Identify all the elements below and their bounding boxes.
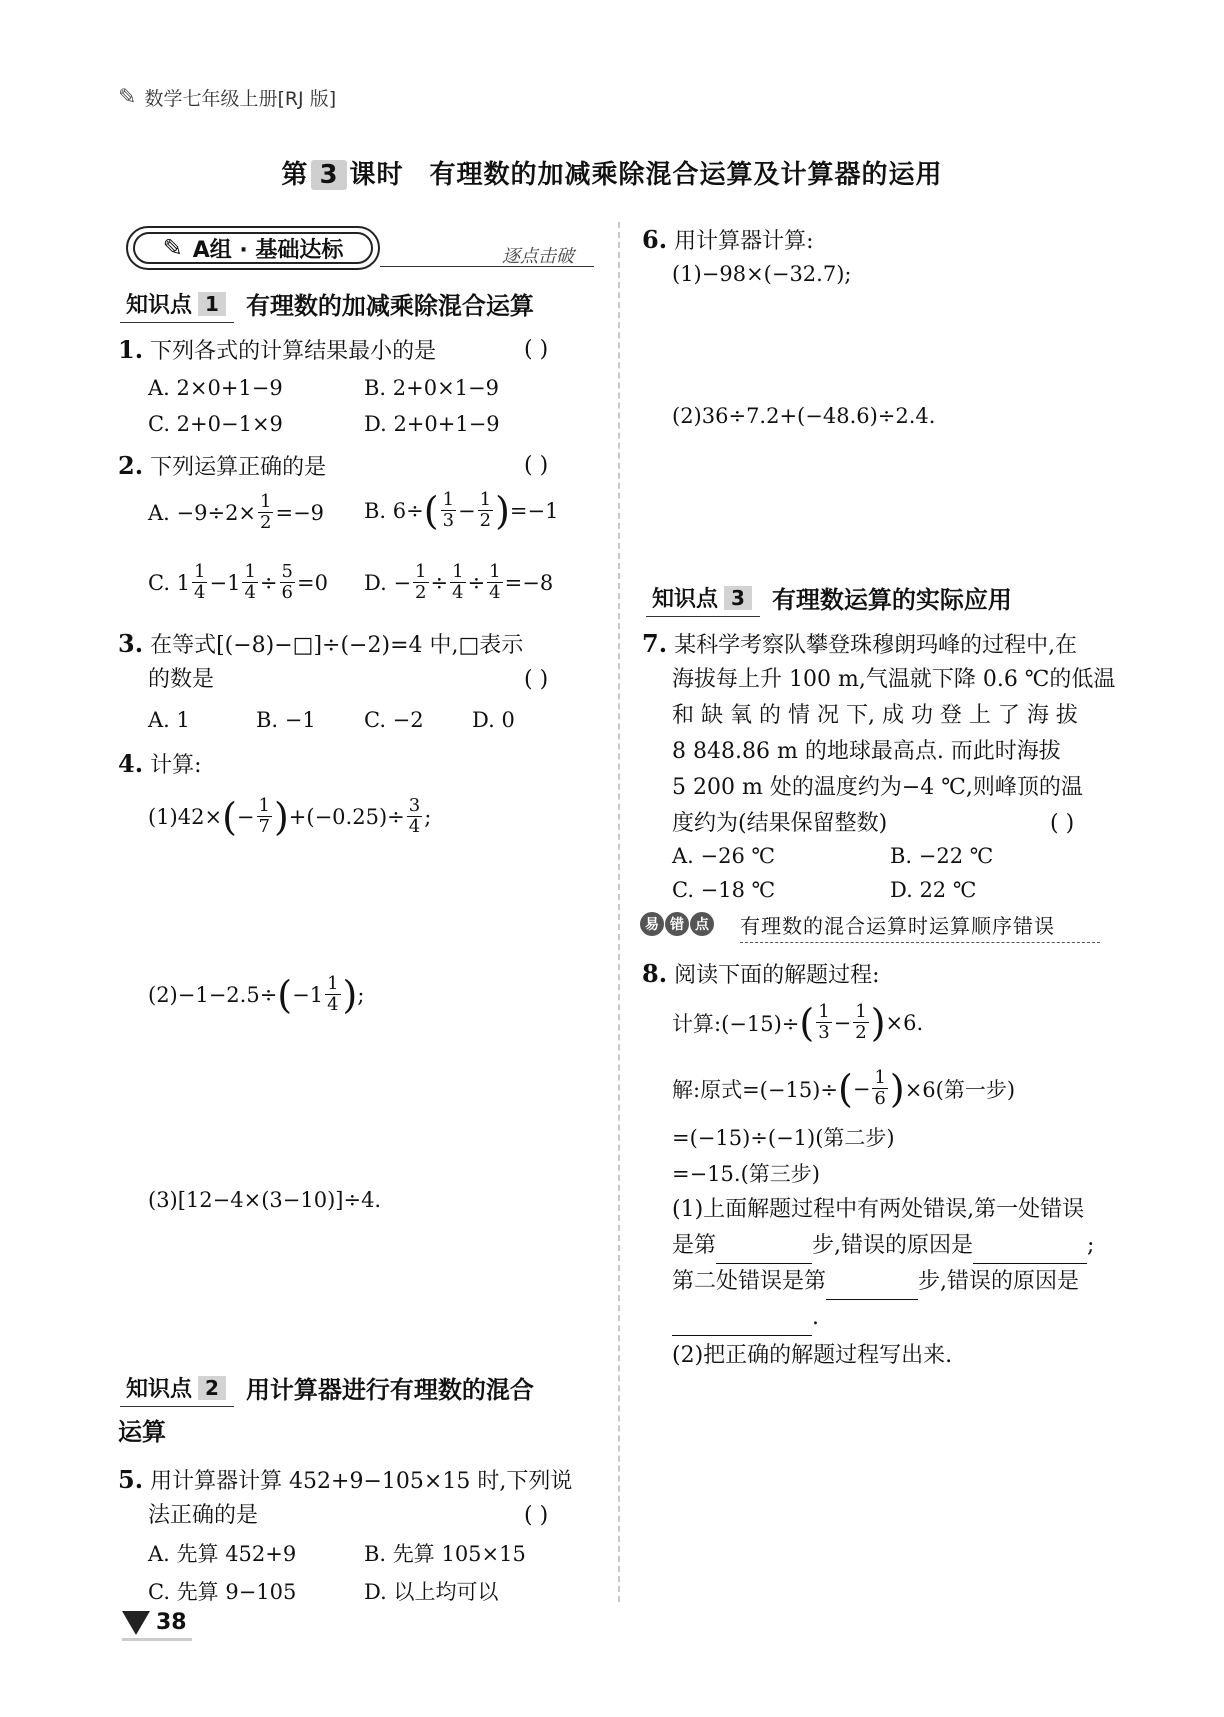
q5-option-c: C. 先算 9−105 bbox=[148, 1580, 297, 1604]
q5-option-b: B. 先算 105×15 bbox=[364, 1542, 526, 1566]
q3-option-d: D. 0 bbox=[472, 708, 515, 732]
q2-option-c: C. 1 $\frac{1}{4}$ −1 $\frac{1}{4}$ ÷ $\frac{5}{6}$ =0 bbox=[148, 561, 328, 603]
q7-answer-paren: ( ) bbox=[1050, 811, 1075, 836]
blank-first-error-step[interactable] bbox=[716, 1233, 812, 1264]
question-6: 6. 用计算器计算: bbox=[642, 225, 814, 254]
q1-option-c: C. 2+0−1×9 bbox=[148, 412, 283, 436]
knowledge-point-3: 知识点 3 有理数运算的实际应用 bbox=[652, 585, 1012, 614]
question-5: 5. 用计算器计算 452+9−105×15 时,下列说 bbox=[118, 1465, 573, 1494]
q2-option-a: A. −9÷2× $\frac{1}{2}$ =−9 bbox=[148, 491, 325, 533]
q2-option-d: D. − $\frac{1}{2}$ ÷ $\frac{1}{4}$ ÷ $\frac{1}{4}$ =−8 bbox=[364, 561, 554, 603]
q8-solution-step1: 解:原式=(−15)÷ ( − $\frac{1}{6}$ ) ×6(第一步) bbox=[672, 1066, 1016, 1111]
knowledge-point-2: 知识点 2 用计算器进行有理数的混合 bbox=[126, 1375, 534, 1404]
blank-second-error-step[interactable] bbox=[826, 1269, 918, 1300]
q7-line-2: 海拔每上升 100 m,气温就下降 0.6 ℃的低温 bbox=[672, 667, 1116, 692]
group-tag: 逐点击破 bbox=[502, 246, 574, 267]
question-2: 2. 下列运算正确的是 bbox=[118, 451, 327, 480]
q6-part-2: (2)36÷7.2+(−48.6)÷2.4. bbox=[672, 404, 936, 428]
q7-line-6: 度约为(结果保留整数) bbox=[672, 811, 888, 836]
q7-line-3: 和 缺 氧 的 情 况 下, 成 功 登 上 了 海 拔 bbox=[672, 703, 1078, 728]
q3-answer-paren: ( ) bbox=[524, 667, 549, 692]
q1-option-b: B. 2+0×1−9 bbox=[364, 376, 500, 400]
q5-option-a: A. 先算 452+9 bbox=[148, 1542, 297, 1566]
q8-part2: (2)把正确的解题过程写出来. bbox=[672, 1343, 953, 1368]
group-badge: ✎ A组 · 基础达标 bbox=[126, 226, 380, 270]
blank-first-error-reason[interactable] bbox=[973, 1233, 1087, 1264]
q4-part-1: (1)42× ( − $\frac{1}{7}$ ) +(−0.25)÷ $\frac{3}{4}$ ; bbox=[148, 794, 432, 839]
question-1: 1. 下列各式的计算结果最小的是 bbox=[118, 335, 437, 364]
q7-option-a: A. −26 ℃ bbox=[672, 844, 776, 868]
error-prone-underline bbox=[740, 942, 1100, 943]
q8-solution-step3: =−15.(第三步) bbox=[672, 1162, 820, 1186]
q7-option-d: D. 22 ℃ bbox=[890, 878, 977, 902]
error-prone-badge: 易 错 点 bbox=[640, 912, 714, 936]
lesson-title: 第 3 课时 有理数的加减乘除混合运算及计算器的运用 bbox=[281, 160, 943, 190]
q4-part-3: (3)[12−4×(3−10)]÷4. bbox=[148, 1188, 382, 1212]
q5-option-d: D. 以上均可以 bbox=[364, 1580, 499, 1604]
question-3: 3. 在等式[(−8)−□]÷(−2)=4 中,□表示 bbox=[118, 629, 524, 658]
q2-option-b: B. 6÷ ( $\frac{1}{3}$ − $\frac{1}{2}$ ) =−1 bbox=[364, 488, 559, 533]
kp1-underline bbox=[120, 322, 234, 323]
lesson-main-title: 有理数的加减乘除混合运算及计算器的运用 bbox=[429, 160, 943, 190]
q1-answer-paren: ( ) bbox=[524, 337, 549, 362]
q8-calc: 计算:(−15)÷ ( $\frac{1}{3}$ − $\frac{1}{2}$ ) ×6. bbox=[672, 1000, 924, 1045]
q8-part1-line3: 第二处错误是第 步,错误的原因是 bbox=[672, 1264, 1079, 1300]
book-title: 数学七年级上册[RJ 版] bbox=[144, 88, 337, 110]
q8-part1-line2: 是第 步,错误的原因是 ; bbox=[672, 1228, 1094, 1264]
q6-part-1: (1)−98×(−32.7); bbox=[672, 262, 852, 286]
question-4: 4. 计算: bbox=[118, 749, 202, 778]
q8-part1-line1: (1)上面解题过程中有两处错误,第一处错误 bbox=[672, 1197, 1085, 1222]
q3-option-a: A. 1 bbox=[148, 708, 190, 732]
q5-answer-paren: ( ) bbox=[524, 1503, 549, 1528]
q1-option-d: D. 2+0+1−9 bbox=[364, 412, 500, 436]
q4-part-2: (2)−1−2.5÷ ( −1 $\frac{1}{4}$ ) ; bbox=[148, 972, 365, 1017]
q8-solution-step2: =(−15)÷(−1)(第二步) bbox=[672, 1126, 895, 1150]
q5-line2: 法正确的是 bbox=[148, 1503, 259, 1528]
kp2-title-cont: 运算 bbox=[118, 1418, 166, 1446]
leaf-icon: ✎ bbox=[118, 85, 137, 110]
pencil-ruler-icon: ✎ bbox=[162, 234, 183, 262]
q7-line-4: 8 848.86 m 的地球最高点. 而此时海拔 bbox=[672, 739, 1061, 764]
kp2-underline bbox=[120, 1406, 234, 1407]
q7-option-c: C. −18 ℃ bbox=[672, 878, 776, 902]
q2-answer-paren: ( ) bbox=[524, 453, 549, 478]
book-header bbox=[118, 84, 336, 111]
question-8: 8. 阅读下面的解题过程: bbox=[642, 959, 880, 988]
page-number: 38 bbox=[122, 1610, 187, 1635]
triangle-icon bbox=[122, 1611, 150, 1635]
q3-line2: 的数是 bbox=[148, 667, 215, 692]
column-divider bbox=[618, 222, 620, 1602]
q8-part1-line4: . bbox=[672, 1300, 819, 1336]
q3-option-c: C. −2 bbox=[364, 708, 424, 732]
knowledge-point-1: 知识点 1 有理数的加减乘除混合运算 bbox=[126, 291, 534, 320]
lesson-number: 3 bbox=[311, 160, 346, 190]
blank-second-error-reason[interactable] bbox=[672, 1305, 812, 1336]
q3-option-b: B. −1 bbox=[256, 708, 316, 732]
kp3-underline bbox=[646, 616, 760, 617]
q7-line-5: 5 200 m 处的温度约为−4 ℃,则峰顶的温 bbox=[672, 775, 1083, 800]
q1-option-a: A. 2×0+1−9 bbox=[148, 376, 283, 400]
question-7: 7. 某科学考察队攀登珠穆朗玛峰的过程中,在 bbox=[642, 629, 1078, 658]
error-prone-title: 有理数的混合运算时运算顺序错误 bbox=[740, 914, 1055, 938]
q7-option-b: B. −22 ℃ bbox=[890, 844, 994, 868]
